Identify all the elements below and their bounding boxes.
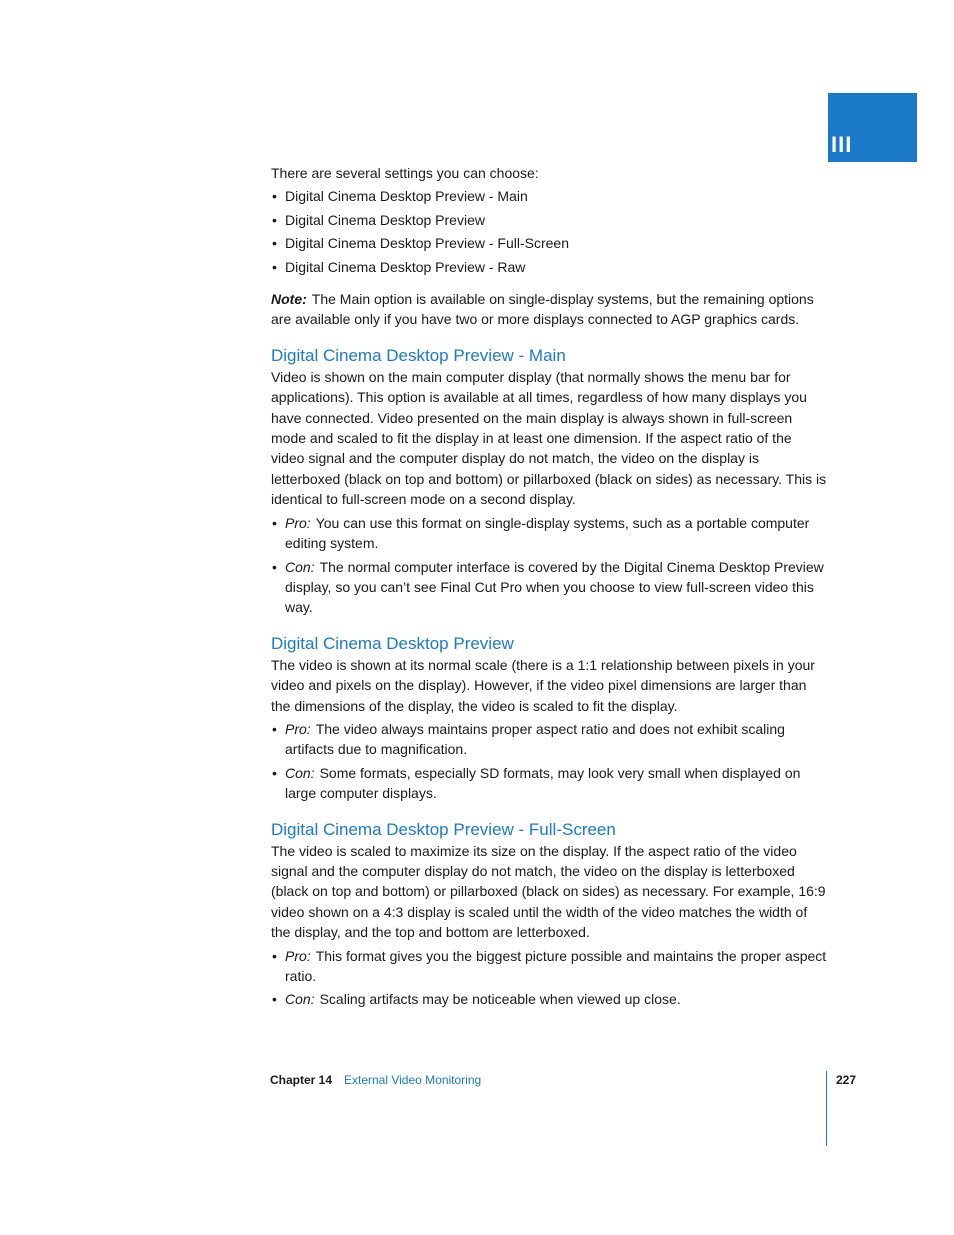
con-item [271,557,827,618]
note-text: The Main option is available on single-display systems, but the remaining options are available only if you have two or more displays connected to AGP graphics cards. [271,291,814,328]
pro-item [271,513,827,554]
section-body: The video is scaled to maximize its size on the display. If the aspect ratio of the video signal and the computer display do not match, the video on the display is letterboxed (black on top and bottom) or pillarboxed (black on sides) as necessary. For example, 16:9 video shown on a 4:3 display is scaled until the width of the video matches the width of the display, and the top and bottom are letterboxed. [271,842,826,941]
pro-text: This format gives you the biggest picture possible and maintains the proper aspect ratio. [285,947,827,984]
list-item: • Digital Cinema Desktop Preview - Raw [271,257,827,277]
pro-text: The video always maintains proper aspect ratio and does not exhibit scaling artifacts due to magnification. [285,720,785,758]
pro-label: Pro: [285,947,311,964]
con-label: Con: [285,991,315,1008]
con-item [271,763,827,804]
note-label: Note: [271,291,307,308]
con-text: The normal computer interface is covered by the Digital Cinema Desktop Preview display, so you can’t see Final Cut Pro when you choose to view full-screen video this way. [285,558,824,616]
footer-divider [826,1071,827,1146]
pro-text: You can use this format on single-display systems, such as a portable computer editing system. [285,514,810,552]
pro-label: Pro: [285,514,311,531]
section-body: The video is shown at its normal scale (there is a 1:1 relationship between pixels in your video and pixels on the display). However, if the video pixel dimensions are larger than the dimensions of the display, the video is scaled to fit the display. [271,656,815,714]
pro-item [271,719,827,760]
section-tab [828,93,917,162]
con-text: Some formats, especially SD formats, may look very small when displayed on large computer displays. [285,764,801,802]
note-paragraph [271,289,827,330]
footer-chapter-title: External Video Monitoring [344,1073,482,1087]
pro-con-list [271,513,827,618]
con-label: Con: [285,558,315,575]
list-item: • Digital Cinema Desktop Preview [271,210,827,230]
pro-item [271,946,827,987]
section-heading-preview: Digital Cinema Desktop Preview [271,633,514,653]
intro-text: There are several settings you can choose: [271,165,539,181]
page-content [271,160,827,1010]
section-tab-label: III [831,132,853,157]
con-label: Con: [285,764,315,781]
footer-chapter: Chapter 14 [270,1073,333,1087]
section-heading-full-screen: Digital Cinema Desktop Preview - Full-Screen [271,819,616,839]
list-item: • Digital Cinema Desktop Preview - Main [271,186,827,206]
settings-list [271,186,827,277]
list-item: • Digital Cinema Desktop Preview - Full-Screen [271,233,827,253]
page-number: 227 [836,1073,857,1087]
con-item [271,989,827,1009]
section-body: Video is shown on the main computer display (that normally shows the menu bar for applications). This option is available at all times, regardless of how many displays you have connected. Video presented on the main display is always shown in full-screen mode and scaled to fit the display in at least one dimension. If the aspect ratio of the video signal and the computer display do not match, the video on the display is letterboxed (black on top and bottom) or pillarboxed (black on sides) as necessary. This is identical to full-screen mode on a second display. [271,368,827,508]
pro-con-list [271,719,827,804]
pro-con-list [271,946,827,1010]
con-text: Scaling artifacts may be noticeable when viewed up close. [319,991,681,1008]
pro-label: Pro: [285,720,311,737]
section-heading-main: Digital Cinema Desktop Preview - Main [271,345,566,365]
